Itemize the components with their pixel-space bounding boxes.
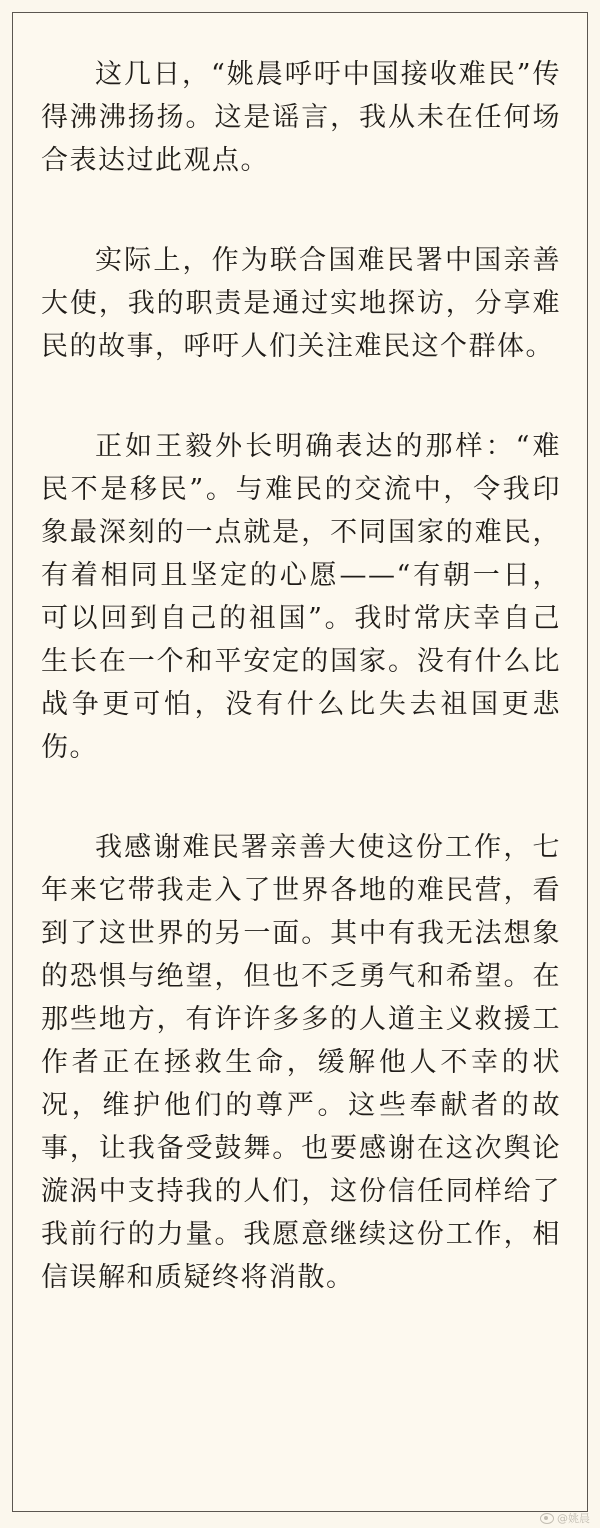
document-page bbox=[12, 12, 588, 1512]
paragraph-1: 这几日，“姚晨呼吁中国接收难民”传得沸沸扬扬。这是谣言，我从未在任何场合表达过此观点。 bbox=[41, 59, 561, 176]
weibo-watermark bbox=[540, 1510, 590, 1526]
weibo-logo-icon bbox=[540, 1513, 554, 1524]
watermark-text: @姚晨 bbox=[557, 1512, 590, 1525]
paragraph-4: 我感谢难民署亲善大使这份工作，七年来它带我走入了世界各地的难民营，看到了这世界的另一面。其中有我无法想象的恐惧与绝望，但也不乏勇气和希望。在那些地方，有许许多多的人道主义救援工作者正在拯救生命，缓解他人不幸的状况，维护他们的尊严。这些奉献者的故事，让我备受鼓舞。也要感谢在这次舆论漩涡中支持我的人们，这份信任同样给了我前行的力量。我愿意继续这份工作，相信误解和质疑终将消散。 bbox=[41, 832, 561, 1293]
paragraph-2: 实际上，作为联合国难民署中国亲善大使，我的职责是通过实地探访，分享难民的故事，呼吁人们关注难民这个群体。 bbox=[41, 245, 561, 362]
statement-body bbox=[41, 53, 561, 1299]
paragraph-3: 正如王毅外长明确表达的那样：“难民不是移民”。与难民的交流中，令我印象最深刻的一点就是，不同国家的难民，有着相同且坚定的心愿——“有朝一日，可以回到自己的祖国”。我时常庆幸自己生长在一个和平安定的国家。没有什么比战争更可怕，没有什么比失去祖国更悲伤。 bbox=[41, 431, 561, 763]
